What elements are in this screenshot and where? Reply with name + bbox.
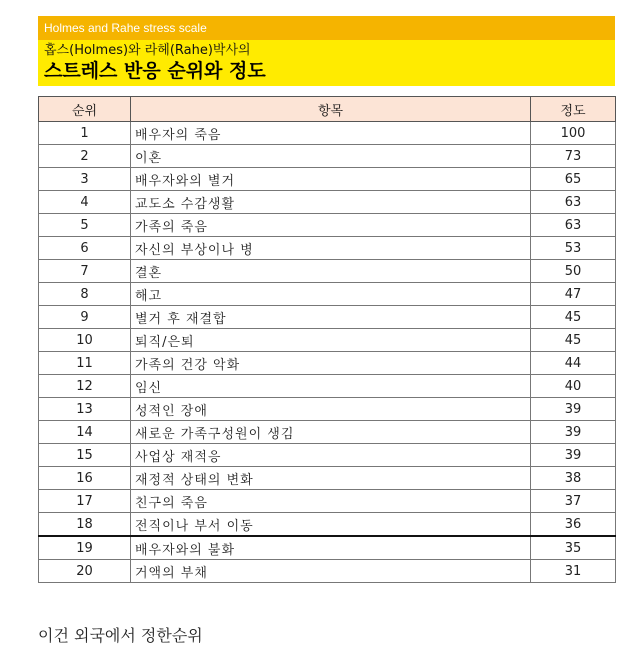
table-row bbox=[39, 560, 616, 583]
table-row bbox=[39, 237, 616, 260]
table-row bbox=[39, 122, 616, 145]
stress-scale-figure bbox=[38, 16, 615, 583]
header-rank: 순위 bbox=[39, 97, 131, 122]
rank-cell: 16 bbox=[39, 467, 131, 490]
table-row bbox=[39, 283, 616, 306]
item-cell: 배우자와의 별거 bbox=[131, 168, 531, 191]
table-row bbox=[39, 398, 616, 421]
table-row bbox=[39, 467, 616, 490]
score-cell: 36 bbox=[531, 513, 616, 537]
rank-cell: 1 bbox=[39, 122, 131, 145]
table-row bbox=[39, 260, 616, 283]
item-cell: 교도소 수감생활 bbox=[131, 191, 531, 214]
item-cell: 가족의 죽음 bbox=[131, 214, 531, 237]
rank-cell: 9 bbox=[39, 306, 131, 329]
rank-cell: 20 bbox=[39, 560, 131, 583]
table-row bbox=[39, 168, 616, 191]
header-item: 항목 bbox=[131, 97, 531, 122]
table-row bbox=[39, 421, 616, 444]
item-cell: 거액의 부채 bbox=[131, 560, 531, 583]
header-score: 정도 bbox=[531, 97, 616, 122]
item-cell: 결혼 bbox=[131, 260, 531, 283]
score-cell: 37 bbox=[531, 490, 616, 513]
item-cell: 배우자와의 불화 bbox=[131, 536, 531, 560]
table-row bbox=[39, 444, 616, 467]
table-row bbox=[39, 375, 616, 398]
banner-english-title: Holmes and Rahe stress scale bbox=[38, 16, 615, 40]
banner-subtitle: 홉스(Holmes)와 라헤(Rahe)박사의 bbox=[44, 43, 251, 58]
item-cell: 별거 후 재결합 bbox=[131, 306, 531, 329]
score-cell: 53 bbox=[531, 237, 616, 260]
banner-main bbox=[38, 40, 615, 86]
caption-text: 이건 외국에서 정한순위 bbox=[38, 626, 203, 645]
table-row bbox=[39, 214, 616, 237]
score-cell: 45 bbox=[531, 329, 616, 352]
rank-cell: 14 bbox=[39, 421, 131, 444]
score-cell: 31 bbox=[531, 560, 616, 583]
rank-cell: 8 bbox=[39, 283, 131, 306]
rank-cell: 12 bbox=[39, 375, 131, 398]
item-cell: 사업상 재적응 bbox=[131, 444, 531, 467]
item-cell: 임신 bbox=[131, 375, 531, 398]
score-cell: 39 bbox=[531, 444, 616, 467]
rank-cell: 15 bbox=[39, 444, 131, 467]
item-cell: 해고 bbox=[131, 283, 531, 306]
score-cell: 63 bbox=[531, 214, 616, 237]
rank-cell: 2 bbox=[39, 145, 131, 168]
item-cell: 새로운 가족구성원이 생김 bbox=[131, 421, 531, 444]
item-cell: 이혼 bbox=[131, 145, 531, 168]
table-row bbox=[39, 191, 616, 214]
table-row bbox=[39, 490, 616, 513]
table-row bbox=[39, 513, 616, 537]
score-cell: 63 bbox=[531, 191, 616, 214]
item-cell: 가족의 건강 악화 bbox=[131, 352, 531, 375]
item-cell: 퇴직/은퇴 bbox=[131, 329, 531, 352]
rank-cell: 5 bbox=[39, 214, 131, 237]
score-cell: 50 bbox=[531, 260, 616, 283]
table-row bbox=[39, 536, 616, 560]
banner-title: 스트레스 반응 순위와 정도 bbox=[44, 60, 266, 82]
score-cell: 47 bbox=[531, 283, 616, 306]
score-cell: 44 bbox=[531, 352, 616, 375]
rank-cell: 13 bbox=[39, 398, 131, 421]
item-cell: 재정적 상태의 변화 bbox=[131, 467, 531, 490]
rank-cell: 18 bbox=[39, 513, 131, 537]
rank-cell: 4 bbox=[39, 191, 131, 214]
item-cell: 배우자의 죽음 bbox=[131, 122, 531, 145]
item-cell: 성적인 장애 bbox=[131, 398, 531, 421]
stress-table bbox=[38, 96, 616, 583]
rank-cell: 17 bbox=[39, 490, 131, 513]
item-cell: 친구의 죽음 bbox=[131, 490, 531, 513]
score-cell: 65 bbox=[531, 168, 616, 191]
score-cell: 100 bbox=[531, 122, 616, 145]
score-cell: 39 bbox=[531, 421, 616, 444]
table-row bbox=[39, 306, 616, 329]
score-cell: 45 bbox=[531, 306, 616, 329]
score-cell: 38 bbox=[531, 467, 616, 490]
rank-cell: 10 bbox=[39, 329, 131, 352]
rank-cell: 6 bbox=[39, 237, 131, 260]
table-body bbox=[39, 122, 616, 583]
score-cell: 40 bbox=[531, 375, 616, 398]
table-row bbox=[39, 352, 616, 375]
score-cell: 73 bbox=[531, 145, 616, 168]
table-header-row bbox=[39, 97, 616, 122]
score-cell: 35 bbox=[531, 536, 616, 560]
table-row bbox=[39, 145, 616, 168]
title-banner bbox=[38, 16, 615, 86]
item-cell: 자신의 부상이나 병 bbox=[131, 237, 531, 260]
rank-cell: 3 bbox=[39, 168, 131, 191]
rank-cell: 11 bbox=[39, 352, 131, 375]
item-cell: 전직이나 부서 이동 bbox=[131, 513, 531, 537]
rank-cell: 7 bbox=[39, 260, 131, 283]
score-cell: 39 bbox=[531, 398, 616, 421]
rank-cell: 19 bbox=[39, 536, 131, 560]
table-row bbox=[39, 329, 616, 352]
